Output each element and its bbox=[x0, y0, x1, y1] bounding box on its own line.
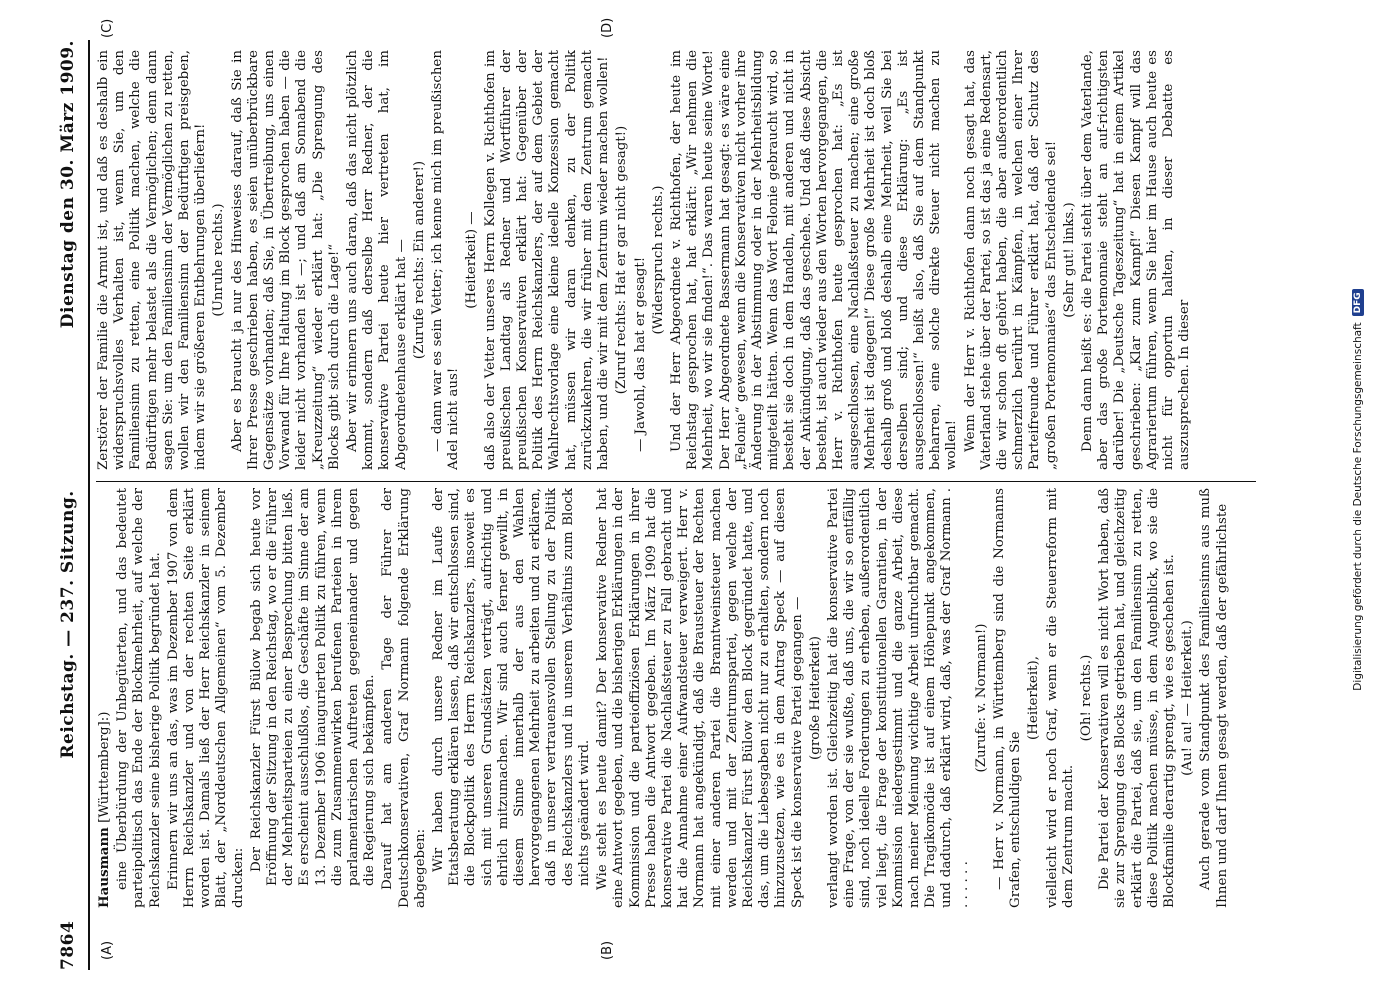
paragraph: verlangt worden ist. Gleichzeitig hat die konservative Partei eine Frage, von der sie wußte, daß uns, die wir so entfällig sind, noch ideelle Forderungen zu erheben, außerordentlich viel liegt, die Frage der konstitutionellen Garantien, in der Kommission niedergestimmt und die ganze Arbeit, diese nach meiner Meinung wichtige Arbeit unfruchtbar gemacht. Die Tragikomödie ist auf einem Höhepunkt angekommen, und dadurch, daß erklärt wird, daß, was der Graf Normann . . . . . . . bbox=[825, 488, 971, 908]
interjection: (Zurufe rechts: Ein anderer!) bbox=[411, 160, 427, 360]
interjection: (Heiterkeit) — bbox=[464, 211, 480, 309]
digitization-note bbox=[1352, 40, 1364, 940]
column-divider bbox=[96, 481, 1256, 482]
paragraph: Aber wir erinnern uns auch daran, daß das nicht plötzlich kommt, sondern daß derselbe Herr Redner, der die konservative Partei heute hier vertreten hat, im Abgeordnetenhause erklärt hat — bbox=[345, 50, 409, 470]
page-header bbox=[58, 40, 84, 970]
paragraph: Erinnern wir uns an das, was im Dezember 1907 von dem Herrn Reichskanzler und von der rechten Seite erklärt worden ist. Damals ließ der Herr Reichskanzler in seinem Blatt, der „Norddeutschen Allgemeinen“ vom 5. Dezember drucken: bbox=[165, 488, 246, 908]
quotation: Wir haben durch unsere Redner im Laufe der Etatsberatung erklären lassen, daß wir entschlossen sind, die Blockpolitik des Herrn Reichskanzlers, insoweit es sich mit unseren Grundsätzen verträgt, aufrichtig und ehrlich mitzumachen. Wir sind auch ferner gewillt, in diesem Sinne innerhalb der aus den Wahlen hervorgegangenen Mehrheit zu arbeiten und zu erklären, daß in unserer vertrauensvollen Stellung zu der Politik des Reichskanzlers und in unserem Verhältnis zum Block nichts geändert wird. bbox=[431, 488, 592, 886]
page-number: 7864 bbox=[58, 920, 78, 970]
right-column bbox=[96, 50, 1256, 470]
paragraph: Wenn der Herr v. Richthofen dann noch gesagt hat, das Vaterland stehe über der Partei, so ist das ja eine Redensart, die wir schon oft gehört haben, die aber außerordentlich schmerzlich berührt in Kämpfen, in welchen einer Ihrer Parteifreunde und Führer erklärt hat, daß der Schutz des „großen Portemonnaies“ das Entscheidende sei! bbox=[962, 50, 1059, 470]
speaker-name: Hausmann bbox=[96, 827, 112, 908]
paragraph: Wie steht es heute damit? Der konservative Redner hat eine Antwort gegeben, und die bisherigen Erklärungen in der Kommission und die parteioffiziösen Erklärungen in ihrer Presse haben die Antwort gegeben. Im März 1909 hat die konservative Partei die Nachlaßsteuer zu Fall gebracht und hat die Annahme einer Aufwandsteuer verweigert. Herr v. Normann hat angekündigt, daß die Brausteuer der Rechten mit einer anderen Partei die Branntweinsteuer machen werden und mit der Zentrumspartei, gegen welche der Reichskanzler Fürst Bülow den Block gegründet hatte, und das, um die Liebesgaben nicht nur zu erhalten, sondern noch hinzuzusetzen, wie es in dem Antrag Speck — auf diesen Speck ist die konservative Partei gegangen — bbox=[595, 488, 805, 908]
digitization-text: Digitalisierung gefördert durch die Deutsche Forschungsgemeinschaft bbox=[1352, 322, 1364, 691]
interjection: (Unruhe rechts.) bbox=[211, 203, 227, 317]
paragraph: — Jawohl, das hat er gesagt! bbox=[632, 256, 648, 452]
margin-mark-d: (D) bbox=[600, 17, 615, 38]
speaker-suffix: [Württemberg]:) bbox=[97, 711, 112, 823]
interjection: (Heiterkeit), bbox=[1026, 656, 1042, 740]
dfg-logo: DFG bbox=[1352, 289, 1364, 316]
paragraph: Und der Herr Abgeordnete v. Richthofen, der heute im Reichstag gesprochen hat, hat erklärt: „Wir nehmen die Mehrheit, wo wir sie finden!“. Das waren heute seine Worte! Der Herr Abgeordnete Bassermann hat gesagt: es wäre eine „Felonie“ gewesen, wenn die Konservativen nicht vorher ihre Änderung in der Abstimmung oder in der Mehrheitsbildung mitgeteilt hätten. Wenn das Wort Felonie gebraucht wird, so besteht sie doch in dem Handeln, mit anderen und nicht in der Ankündigung, daß das geschehe. Und daß diese Absicht besteht, ist auch wieder aus den Worten hervorgegangen, die Herr v. Richthofen heute gesprochen hat: „Es ist ausgeschlossen, eine Nachlaßsteuer zu machen; eine große Mehrheit ist dagegen!“ Diese große Mehrheit ist doch bloß deshalb groß und bloß deshalb eine Mehrheit, weil Sie bei derselben sind; und diese Erklärung: „Es ist ausgeschlossen!“ heißt also, daß Sie auf dem Standpunkt beharren, eine solche direkte Steuer nicht machen zu wollen! bbox=[668, 50, 960, 470]
interjection: (große Heiterkeit) bbox=[807, 636, 823, 760]
paragraph: daß also der Vetter unseres Herrn Kollegen v. Richthofen im preußischen Landtag als Redner und Wortführer der preußischen Konservativen erklärt hat: Gegenüber der Politik des Herrn Reichskanzlers, der auf dem Gebiet der Wahlrechtsvorlage eine kleine ideelle Konzession gemacht hat, müssen wir daran denken, zu der Politik zurückzukehren, die wir früher mit dem Zentrum gemacht haben, und die wir mit dem Zentrum wieder machen wollen! bbox=[482, 50, 612, 470]
header-rule bbox=[88, 40, 90, 970]
left-column bbox=[96, 488, 1256, 908]
interjection: (Widerspruch rechts.) bbox=[650, 185, 666, 335]
margin-mark-b: (B) bbox=[600, 940, 615, 960]
paragraph: Auch gerade vom Standpunkt des Familiensinns aus muß Ihnen und darf Ihnen gesagt werden, daß der gefährlichste bbox=[1198, 488, 1230, 908]
paragraph: Die Partei der Konservativen will es nicht Wort haben, daß sie zur Sprengung des Blocks getrieben hat, und gleichzeitig erklärt die Partei, daß sie, um den Familiensinn zu retten, diese Politik machen müsse, in dem Augenblick, wo sie die Blockfamilie derartig sprengt, wie es geschehen ist. bbox=[1097, 488, 1177, 908]
session-date: Dienstag den 30. März 1909. bbox=[58, 40, 78, 329]
interjection: (Oh! rechts.) bbox=[1078, 654, 1094, 742]
paragraph: eine Überbürdung der Unbegüterten, und das bedeutet parteipolitisch das Ende der Blockmehrheit, auf welche der Reichskanzler seine bisherige Politik begründet hat. bbox=[115, 488, 163, 908]
margin-mark-c: (C) bbox=[100, 18, 115, 38]
paragraph: — dann war es sein Vetter; ich kenne mich im preußischen Adel nicht aus! bbox=[430, 50, 462, 470]
page-title: Reichstag. — 237. Sitzung. bbox=[58, 490, 78, 759]
paragraph: Zerstörer der Familie die Armut ist, und daß es deshalb ein widerspruchsvolles Verhalten ist, wenn Sie, um den Familiensinn zu retten, eine Politik machen, welche die Bedürftigen mehr belastet als die Vermöglichen; denn dann sagen Sie: um den Familiensinn der Vermöglichen zu retten, wollen wir den Familiensinn der Bedürftigen preisgeben, indem wir sie größeren Entbehrungen überliefern! bbox=[96, 50, 209, 470]
interjection: (Sehr gut! links.) bbox=[1061, 202, 1077, 318]
interjection: (Zuruf rechts: Hat er gar nicht gesagt!) bbox=[614, 125, 630, 395]
speaker-line bbox=[96, 488, 113, 908]
paragraph: Denn dann heißt es: die Partei steht über dem Vaterlande, aber das große Portemonnaie steht an auf-richtigsten darüber! Die „Deutsche Tageszeitung“ hat in einem Artikel geschrieben: „Klar zum Kampf!“ Diesen Kampf will das Agrariertum führen, wenn Sie hier im Hause auch heute es nicht für opportun halten, in dieser Debatte es auszusprechen. In dieser bbox=[1079, 50, 1193, 470]
paragraph: Darauf hat am anderen Tage der Führer der Deutschkonservativen, Graf Normann folgende Erklärung abgegeben: bbox=[380, 488, 428, 908]
paragraph: — Herr v. Normann, in Württemberg sind die Normanns Grafen, entschuldigen Sie bbox=[991, 488, 1024, 908]
paragraph: vielleicht wird er noch Graf, wenn er die Steuerreform mit dem Zentrum macht. bbox=[1044, 488, 1076, 908]
paragraph: Aber es braucht ja nur des Hinweises darauf, daß Sie in Ihrer Presse geschrieben haben, es seien unüberbrückbare Gegensätze vorhanden; daß Sie, in Übertreibung, uns einen Vorwand für Ihre Haltung im Block gesprochen haben — die leider nicht vorhanden ist —; und daß am Sonnabend die „Kreuzzeitung“ wieder erklärt hat: „Die Sprengung des Blocks gibt sich durch die Lage!“ bbox=[229, 50, 342, 470]
margin-mark-a: (A) bbox=[100, 940, 115, 960]
interjection: (Zurufe: v. Normann!) bbox=[973, 623, 989, 773]
quotation: Der Reichskanzler Fürst Bülow begab sich heute vor Eröffnung der Sitzung in den Reichstag, wo er die Führer der Mehrheitsparteien zu einer Besprechung bitten ließ. Es erscheint ausschlußlos, die Geschäfte im Sinne der am 13. Dezember 1906 inaugurierten Politik zu führen, wenn die zum Zusammenwirken berufenen Parteien in ihrem parlamentarischen Auftreten gegeneinander und gegen die Regierung sich bekämpfen. bbox=[248, 488, 378, 886]
interjection: (Au! au! — Heiterkeit.) bbox=[1180, 620, 1196, 776]
